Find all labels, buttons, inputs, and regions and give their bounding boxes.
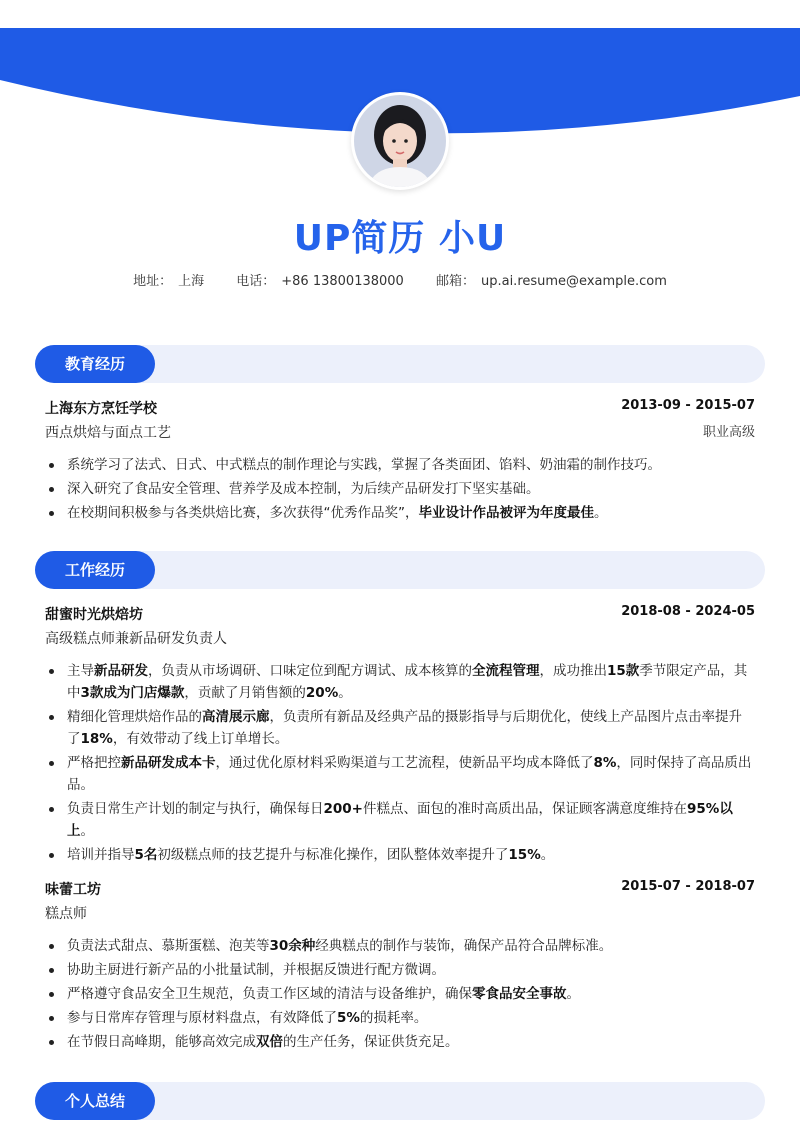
bullet-item bbox=[45, 959, 755, 981]
bullet-text: 经典糕点的制作与装饰，确保产品符合品牌标准。 bbox=[315, 938, 613, 954]
work-date: 2018-08 - 2024-05 bbox=[621, 604, 755, 619]
bullet-text: 。 bbox=[540, 847, 555, 863]
bullet-text: 协助主厨进行新产品的小批量试制，并根据反馈进行配方微调。 bbox=[67, 962, 445, 978]
bullet-item bbox=[45, 983, 755, 1005]
contact-address-label: 地址： bbox=[133, 274, 173, 289]
bullet-item bbox=[45, 660, 755, 704]
education-bullets bbox=[45, 454, 755, 524]
bullet-highlight: 5名 bbox=[134, 847, 158, 863]
bullet-text: 参与日常库存管理与原材料盘点，有效降低了 bbox=[67, 1010, 337, 1026]
bullet-highlight: 毕业设计作品被评为年度最佳 bbox=[418, 505, 594, 521]
contact-email-value: up.ai.resume@example.com bbox=[480, 274, 667, 289]
contact-phone-label: 电话： bbox=[236, 274, 276, 289]
bullet-text: 主导 bbox=[67, 663, 94, 679]
bullet-highlight: 15% bbox=[508, 847, 541, 863]
bullet-text: 深入研究了食品安全管理、营养学及成本控制，为后续产品研发打下坚实基础。 bbox=[67, 481, 540, 497]
bullet-item bbox=[45, 798, 755, 842]
section-work-header bbox=[35, 551, 765, 589]
bullet-item bbox=[45, 752, 755, 796]
bullet-highlight: 8% bbox=[593, 755, 617, 771]
job-title: 高级糕点师兼新品研发负责人 bbox=[45, 631, 227, 647]
bullet-text: ，负责从市场调研、口味定位到配方调试、成本核算的 bbox=[148, 663, 472, 679]
bullet-text: 系统学习了法式、日式、中式糕点的制作理论与实践，掌握了各类面团、馅料、奶油霜的制作技巧。 bbox=[67, 457, 661, 473]
bullet-text: 初级糕点师的技艺提升与标准化操作，团队整体效率提升了 bbox=[157, 847, 509, 863]
education-entry bbox=[45, 398, 755, 526]
bullet-text: 严格把控 bbox=[67, 755, 121, 771]
company-name: 甜蜜时光烘焙坊 bbox=[45, 607, 143, 623]
bullet-text: 。 bbox=[338, 685, 352, 701]
bullet-text: 负责法式甜点、慕斯蛋糕、泡芙等 bbox=[67, 938, 270, 954]
bullet-text: ，同时保持了高品质出品。 bbox=[67, 755, 752, 793]
bullet-text: ，负责所有新品及经典产品的摄影指导与后期优化，使线上产品图片点击率提升了 bbox=[67, 709, 742, 747]
contact-email-label: 邮箱： bbox=[435, 274, 475, 289]
contact-address bbox=[133, 270, 204, 289]
section-education-title: 教育经历 bbox=[35, 345, 155, 383]
bullet-item bbox=[45, 502, 755, 524]
avatar bbox=[351, 92, 449, 190]
bullet-text: 。 bbox=[594, 505, 608, 521]
work-date: 2015-07 - 2018-07 bbox=[621, 879, 755, 894]
bullet-highlight: 全流程管理 bbox=[472, 663, 540, 679]
bullet-highlight: 新品研发 bbox=[94, 663, 148, 679]
bullet-highlight: 30余种 bbox=[269, 938, 316, 954]
bullet-text: 在节假日高峰期，能够高效完成 bbox=[67, 1034, 256, 1050]
section-work-title: 工作经历 bbox=[35, 551, 155, 589]
work-bullets bbox=[45, 660, 755, 866]
bullet-highlight: 高清展示廊 bbox=[202, 709, 270, 725]
contact-phone bbox=[236, 270, 404, 289]
bullet-text: ，贡献了月销售额的 bbox=[184, 685, 306, 701]
education-major: 西点烘焙与面点工艺 bbox=[45, 425, 171, 441]
bullet-highlight: 零食品安全事故 bbox=[472, 986, 567, 1002]
bullet-highlight: 15款 bbox=[607, 663, 640, 679]
contact-phone-value: +86 13800138000 bbox=[281, 274, 404, 289]
bullet-text: 严格遵守食品安全卫生规范，负责工作区域的清洁与设备维护，确保 bbox=[67, 986, 472, 1002]
job-title: 糕点师 bbox=[45, 906, 87, 922]
bullet-item bbox=[45, 1031, 755, 1053]
company-name: 味蕾工坊 bbox=[45, 882, 101, 898]
bullet-highlight: 3款成为门店爆款 bbox=[80, 685, 185, 701]
bullet-text: 负责日常生产计划的制定与执行，确保每日 bbox=[67, 801, 324, 817]
bullet-text: ，成功推出 bbox=[539, 663, 607, 679]
candidate-name: UP简历 小U bbox=[293, 218, 507, 259]
bullet-highlight: 200+ bbox=[323, 801, 363, 817]
section-education-header bbox=[35, 345, 765, 383]
contact-email bbox=[436, 270, 667, 289]
section-summary-title: 个人总结 bbox=[35, 1082, 155, 1120]
work-entry bbox=[45, 604, 755, 868]
school-name: 上海东方烹饪学校 bbox=[45, 401, 157, 417]
bullet-text: 的生产任务，保证供货充足。 bbox=[283, 1034, 459, 1050]
bullet-text: 季节限定产品，其中 bbox=[67, 663, 748, 701]
bullet-item bbox=[45, 1007, 755, 1029]
work-entry bbox=[45, 879, 755, 1055]
bullet-text: 。 bbox=[80, 823, 94, 839]
bullet-highlight: 20% bbox=[305, 685, 339, 701]
education-date: 2013-09 - 2015-07 bbox=[621, 398, 755, 413]
bullet-item bbox=[45, 844, 755, 866]
bullet-text: ，有效带动了线上订单增长。 bbox=[112, 731, 289, 747]
bullet-item bbox=[45, 706, 755, 750]
bullet-highlight: 95%以上 bbox=[67, 801, 733, 839]
contact-address-value: 上海 bbox=[178, 274, 205, 289]
work-bullets bbox=[45, 935, 755, 1053]
bullet-text: 的损耗率。 bbox=[359, 1010, 428, 1026]
bullet-highlight: 5% bbox=[337, 1010, 360, 1026]
bullet-text: ，通过优化原材料采购渠道与工艺流程，使新品平均成本降低了 bbox=[215, 755, 594, 771]
education-degree: 职业高级 bbox=[702, 425, 755, 440]
bullet-item bbox=[45, 935, 755, 957]
contact-info bbox=[0, 270, 800, 289]
bullet-item bbox=[45, 478, 755, 500]
bullet-text: 精细化管理烘焙作品的 bbox=[67, 709, 202, 725]
bullet-text: 。 bbox=[566, 986, 580, 1002]
bullet-highlight: 18% bbox=[80, 731, 113, 747]
bullet-text: 培训并指导 bbox=[67, 847, 135, 863]
profile-photo-icon bbox=[354, 95, 446, 187]
section-summary-header bbox=[35, 1082, 765, 1120]
bullet-highlight: 双倍 bbox=[256, 1034, 283, 1050]
bullet-text: 件糕点、面包的准时高质出品，保证顾客满意度维持在 bbox=[363, 801, 687, 817]
bullet-highlight: 新品研发成本卡 bbox=[121, 755, 216, 771]
bullet-item bbox=[45, 454, 755, 476]
bullet-text: 在校期间积极参与各类烘焙比赛，多次获得“优秀作品奖”， bbox=[67, 505, 419, 521]
